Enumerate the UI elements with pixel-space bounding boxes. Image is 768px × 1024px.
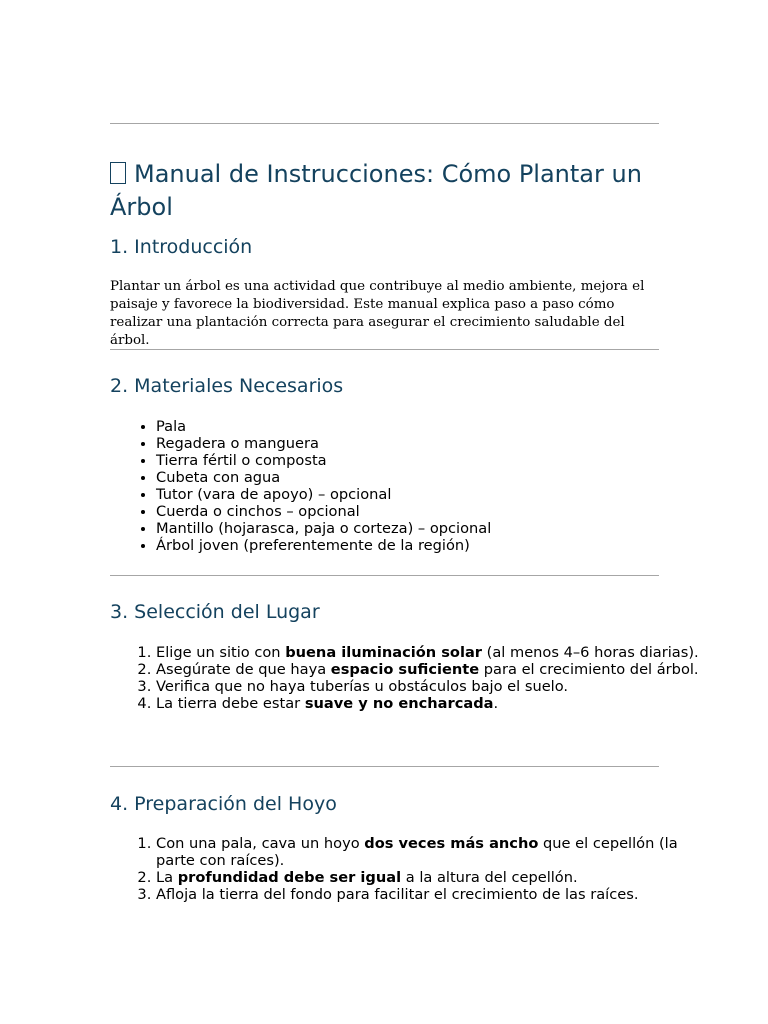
list-item: 4. La tierra debe estar suave y no encharcada.: [156, 695, 705, 712]
document-title: [110, 158, 659, 224]
list-item: • Tutor (vara de apoyo) – opcional: [156, 486, 705, 503]
section-heading-hole: 4. Preparación del Hoyo: [110, 793, 337, 815]
section-heading-materials: 2. Materiales Necesarios: [110, 375, 344, 397]
section-divider: [110, 575, 659, 576]
section-divider: [110, 349, 659, 350]
list-item: • Cubeta con agua: [156, 469, 705, 486]
list-item: 2. Asegúrate de que haya espacio suficiente para el crecimiento del árbol.: [156, 661, 705, 678]
document-title-text: Manual de Instrucciones: Cómo Plantar un Árbol: [110, 160, 642, 221]
section-divider: [110, 766, 659, 767]
list-item: 3. Verifica que no haya tuberías u obstáculos bajo el suelo.: [156, 678, 705, 695]
list-item: • Árbol joven (preferentemente de la región): [156, 537, 705, 554]
materials-list: [110, 418, 705, 554]
location-steps-list: [110, 644, 705, 712]
top-divider: [110, 123, 659, 124]
hole-steps-list: [110, 835, 705, 903]
list-item: 1. Elige un sitio con buena iluminación solar (al menos 4–6 horas diarias).: [156, 644, 705, 661]
list-item: 3. Afloja la tierra del fondo para facilitar el crecimiento de las raíces.: [156, 886, 705, 903]
section-heading-intro: 1. Introducción: [110, 236, 253, 258]
list-item: • Cuerda o cinchos – opcional: [156, 503, 705, 520]
list-item: 1. Con una pala, cava un hoyo dos veces más ancho que el cepellón (la parte con raíces).: [156, 835, 705, 869]
section-heading-location: 3. Selección del Lugar: [110, 601, 320, 623]
list-item: • Tierra fértil o composta: [156, 452, 705, 469]
missing-glyph-box-icon: [110, 162, 126, 184]
intro-paragraph: Plantar un árbol es una actividad que contribuye al medio ambiente, mejora el paisaje y favorece la biodiversidad. Este manual explica paso a paso cómo realizar una plantación correcta para asegurar el crecimiento saludable del árbol.: [110, 279, 645, 348]
list-item: • Pala: [156, 418, 705, 435]
list-item: 2. La profundidad debe ser igual a la altura del cepellón.: [156, 869, 705, 886]
list-item: • Mantillo (hojarasca, paja o corteza) – opcional: [156, 520, 705, 537]
list-item: • Regadera o manguera: [156, 435, 705, 452]
